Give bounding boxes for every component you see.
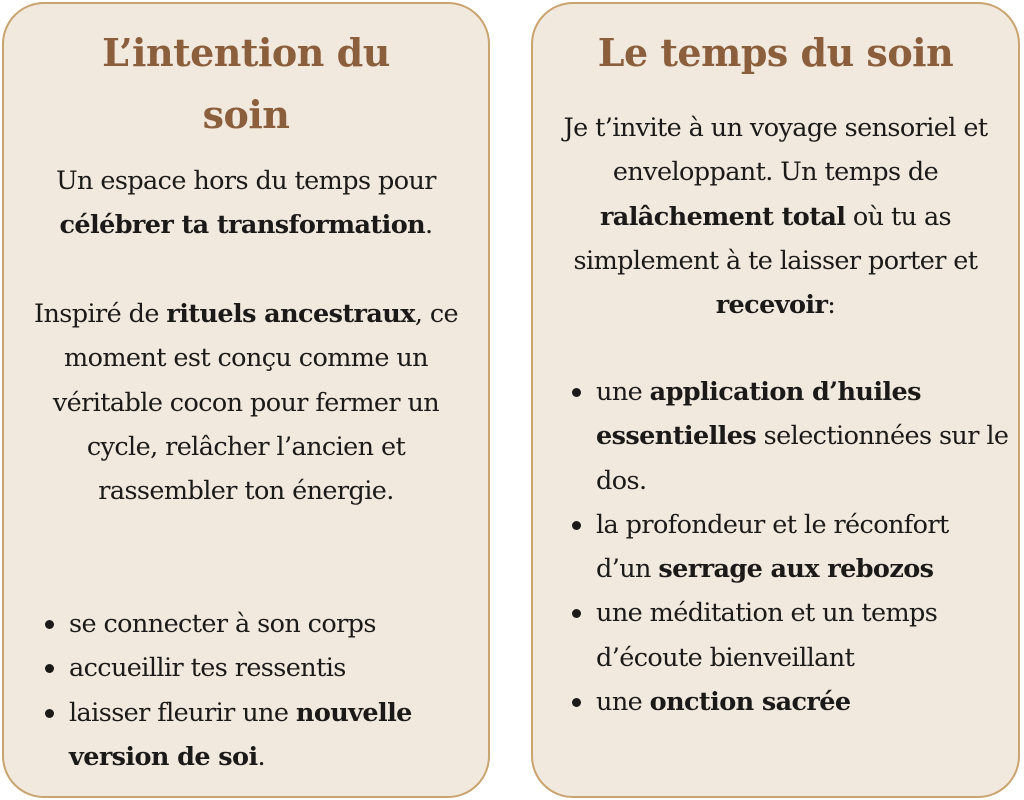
intention-bullet-list [40, 602, 474, 779]
list-item [567, 680, 1010, 724]
list-item [40, 646, 474, 690]
bold-text: nouvelle version de soi [69, 697, 412, 772]
text-span: : [827, 290, 836, 321]
text-span: Je t’invite à un voyage sensoriel et enveloppant. Un temps de [563, 113, 988, 188]
temps-paragraph [543, 106, 1008, 327]
text-span: . [425, 210, 433, 241]
bold-text: recevoir [715, 290, 828, 321]
text-span: où tu as simplement à te laisser porter et [573, 201, 978, 276]
text-span: une méditation et un temps d’écoute bienveillant [596, 598, 938, 673]
text-span: une [596, 377, 650, 407]
temps-title: Le temps du soin [597, 30, 954, 75]
list-item [40, 691, 474, 780]
list-item [567, 503, 1010, 592]
text-span: accueillir tes ressentis [69, 653, 346, 684]
intention-paragraph-2 [14, 292, 478, 513]
bold-text: rituels ancestraux [166, 299, 415, 329]
text-span: , ce moment est conçu comme un véritable cocon pour fermer un cycle, relâcher l’ancien et rassembler ton énergie. [52, 299, 458, 507]
bold-text: serrage aux rebozos [658, 554, 934, 585]
text-span: Un espace hors du temps pour [56, 166, 436, 196]
intention-card [2, 2, 490, 798]
list-item [567, 591, 1010, 680]
text-span: laisser fleurir une [69, 697, 296, 728]
list-item [567, 370, 1010, 503]
text-span: une [596, 687, 650, 718]
intention-title: L’intention du soin [102, 30, 390, 137]
text-span: . [257, 741, 266, 772]
text-span: la profondeur et le réconfort d’un [596, 509, 949, 585]
intention-paragraph-1 [14, 159, 478, 248]
text-span: selectionnées sur le dos. [596, 421, 1009, 496]
bold-text: application d’huiles essentielles [596, 377, 921, 452]
bold-text: onction sacrée [649, 687, 851, 718]
bold-text: célébrer ta transformation [59, 210, 426, 241]
temps-card [531, 2, 1020, 798]
temps-bullet-list [567, 370, 1010, 724]
text-span: Inspiré de [34, 299, 167, 329]
list-item [40, 602, 474, 646]
text-span: se connecter à son corps [69, 609, 376, 639]
bold-text: ralâchement total [599, 201, 846, 232]
